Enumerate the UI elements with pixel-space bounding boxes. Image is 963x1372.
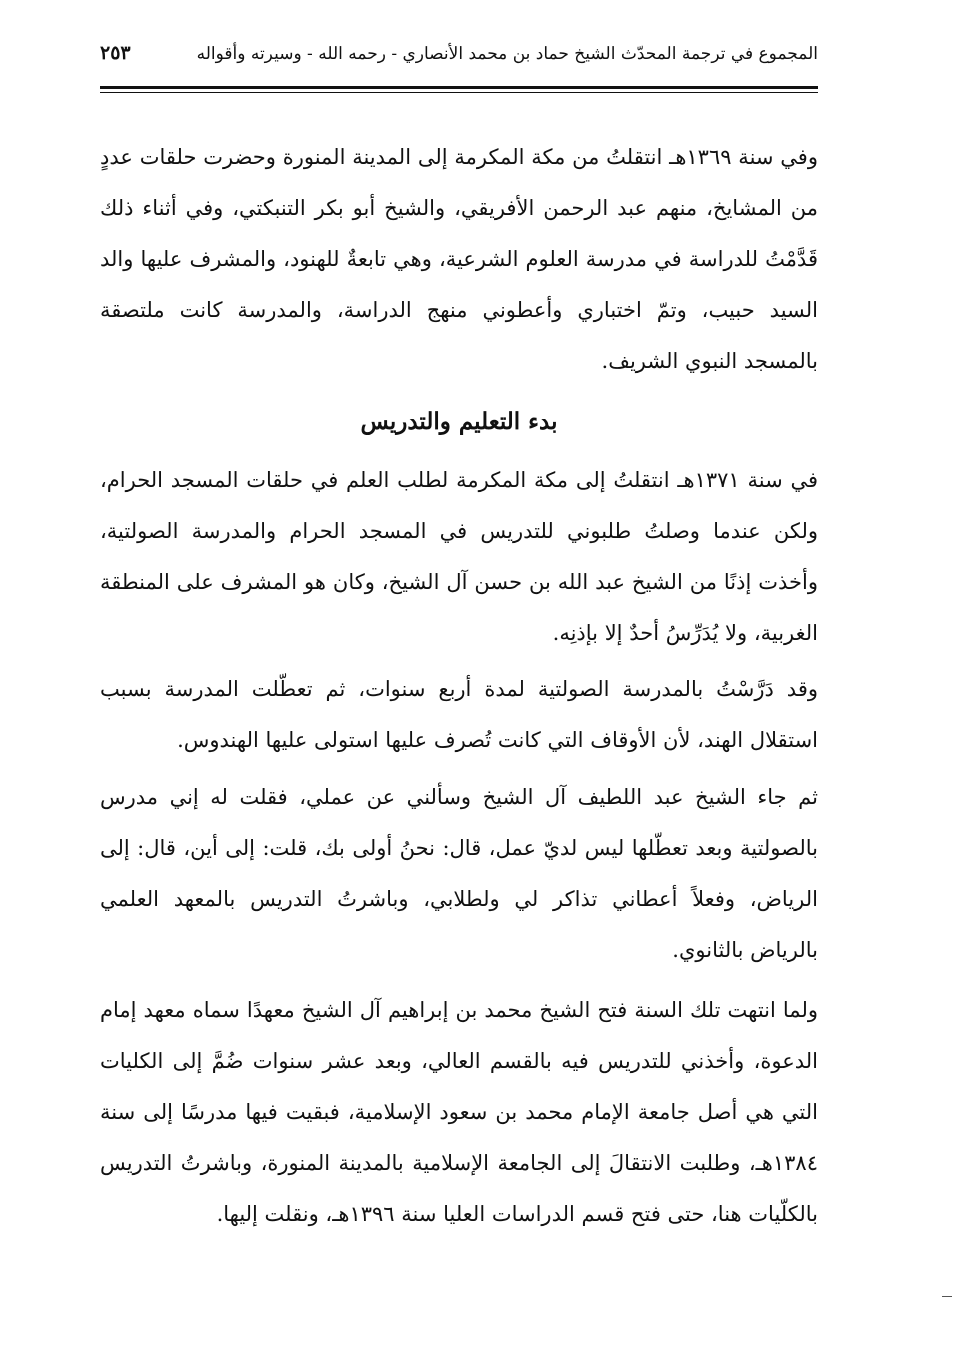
header-rule-thin: [100, 92, 818, 93]
paragraph-3: وقد دَرَّسْتُ بالمدرسة الصولتية لمدة أربع سنوات، ثم تعطّلت المدرسة بسبب استقلال الهند، لأن الأوقاف التي كانت تُصرف عليها استولى عليها الهندوس.: [100, 677, 818, 752]
page-number: ٢٥٣: [100, 42, 131, 64]
paragraph-1: وفي سنة ١٣٦٩هـ انتقلتُ من مكة المكرمة إلى المدينة المنورة وحضرت حلقات عددٍ من المشايخ، منهم عبد الرحمن الأفريقي، والشيخ أبو بكر التنبكتي، وفي أثناء ذلك قَدَّمْتُ للدراسة في مدرسة العلوم الشرعية، وهي تابعةٌ للهنود، والمشرف عليها والد السيد حبيب، وتمّ اختباري وأعطوني منهج الدراسة، والمدرسة كانت ملتصقة بالمسجد النبوي الشريف.: [100, 145, 818, 373]
header-title: المجموع في ترجمة المحدّث الشيخ حماد بن محمد الأنصاري - رحمه الله - وسيرته وأقواله: [196, 44, 818, 64]
header-rule-thick: [100, 86, 818, 89]
running-header: [100, 40, 818, 76]
scan-edge-mark: [942, 1296, 952, 1297]
paragraph-5: ولما انتهت تلك السنة فتح الشيخ محمد بن إبراهيم آل الشيخ معهدًا سماه معهد إمام الدعوة، وأخذني للتدريس فيه بالقسم العالي، وبعد عشر سنوات ضُمَّ إلى الكليات التي هي أصل جامعة الإمام محمد بن سعود الإسلامية، فبقيت فيها مدرسًا إلى سنة ١٣٨٤هـ، وطلبت الانتقالَ إلى الجامعة الإسلامية بالمدينة المنورة، وباشرتُ التدريس بالكلّيات هنا، حتى فتح قسم الدراسات العليا سنة ١٣٩٦هـ، ونقلت إليها.: [100, 998, 818, 1226]
section-heading: بدء التعليم والتدريس: [360, 408, 558, 435]
paragraph-2: في سنة ١٣٧١هـ انتقلتُ إلى مكة المكرمة لطلب العلم في حلقات المسجد الحرام، ولكن عندما وصلتُ طلبوني للتدريس في المسجد الحرام والمدرسة الصولتية، وأخذت إذنًا من الشيخ عبد الله بن حسن آل الشيخ، وكان هو المشرف على المنطقة الغربية، ولا يُدَرِّسُ أحدٌ إلا بإذنِه.: [100, 468, 818, 645]
paragraph-4: ثم جاء الشيخ عبد اللطيف آل الشيخ وسألني عن عملي، فقلت له إني مدرس بالصولتية وبعد تعطّلها ليس لديّ عمل، قال: نحنُ أولى بك، قلت: إلى أين، قال: إلى الرياض، وفعلاً أعطاني تذاكر لي ولطلابي، وباشرتُ التدريس بالمعهد العلمي بالرياض بالثانوي.: [100, 785, 818, 962]
